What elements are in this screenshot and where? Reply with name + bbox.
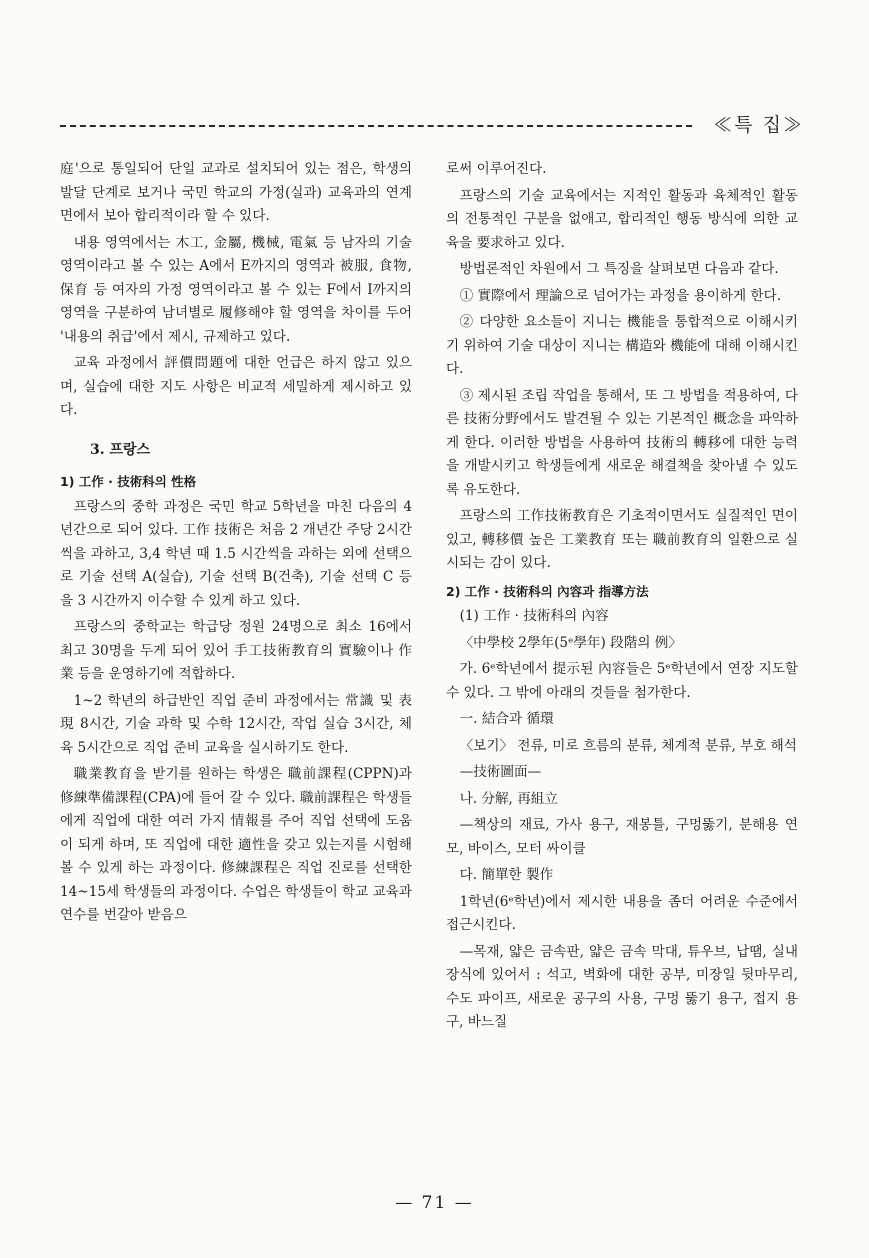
paragraph: —技術圖面— bbox=[459, 764, 542, 780]
paragraph: 職業教育을 받기를 원하는 학생은 職前課程(CPPN)과 修練準備課程(CPA)에 들어 갈 수 있다. 職前課程은 학생들에게 직업에 대한 여러 가지 情報를 주어 직업 선택에 도움이 되게 하며, 또 직업에 대한 適性을 갖고 있는지를 시험해 볼 수 있게 하는 과정이다. 修練課程은 직업 진로를 선택한 14~15세 학생들의 과정이다. 수업은 학생들이 학교 교육과 연수를 번갈아 받음으 bbox=[60, 766, 412, 923]
header-section-tag: ≪특 집≫ bbox=[713, 114, 804, 136]
paragraph: 나. 分解, 再組立 bbox=[459, 790, 558, 807]
right-column bbox=[446, 158, 798, 1038]
list-item: ② 다양한 요소들이 지니는 機能을 통합적으로 이해시키기 위하여 기술 대상이 지니는 構造와 機能에 대해 이해시킨다. bbox=[446, 314, 798, 377]
paragraph: (1) 工作 · 技術科의 內容 bbox=[459, 608, 609, 624]
paragraph: 〈中學校 2學年(5ᵉ學年) 段階의 例〉 bbox=[459, 634, 682, 651]
page-number: — 71 — bbox=[395, 1193, 474, 1213]
subsection-heading: 1) 工作 · 技術科의 性格 bbox=[60, 474, 197, 489]
list-item: ① 實際에서 理論으로 넘어가는 과정을 용이하게 한다. bbox=[459, 287, 782, 304]
paragraph: 庭'으로 통일되어 단일 교과로 설치되어 있는 점은, 학생의 발달 단계로 보거나 국민 학교의 가정(실과) 교육과의 연계면에서 보아 합리적이라 할 수 있다. bbox=[60, 161, 412, 224]
paragraph: 로써 이루어진다. bbox=[446, 161, 547, 177]
section-heading: 3. 프랑스 bbox=[90, 441, 151, 458]
paragraph: 프랑스의 기술 교육에서는 지적인 활동과 육체적인 활동의 전통적인 구분을 없애고, 합리적인 행동 방식에 의한 교육을 要求하고 있다. bbox=[446, 187, 798, 251]
paragraph: 방법론적인 차원에서 그 특징을 살펴보면 다음과 같다. bbox=[459, 261, 779, 277]
paragraph: —책상의 재료, 가사 용구, 재봉틀, 구멍뚫기, 분해용 연모, 바이스, 모터 싸이클 bbox=[446, 817, 798, 857]
header-dashed-rule bbox=[60, 125, 692, 127]
subsection-heading: 2) 工作 · 技術科의 內容과 指導方法 bbox=[446, 583, 649, 599]
paragraph: 다. 簡單한 製作 bbox=[459, 867, 554, 883]
left-column bbox=[60, 158, 412, 931]
paragraph: 교육 과정에서 評價問題에 대한 언급은 하지 않고 있으며, 실습에 대한 지도 사항은 비교적 세밀하게 제시하고 있다. bbox=[60, 355, 412, 418]
paragraph: 〈보기〉 전류, 미로 흐름의 분류, 체계적 분류, 부호 해석 bbox=[459, 737, 797, 754]
list-item: ③ 제시된 조립 작업을 통해서, 또 그 방법을 적용하여, 다른 技術分野에서도 발견될 수 있는 기본적인 概念을 파악하게 한다. 이러한 방법을 사용하여 技術의 轉移에 대한 능력을 개발시키고 학생들에게 새로운 해결책을 찾아낼 수 있도록 유도한다. bbox=[446, 387, 798, 498]
paragraph: 1학년(6ᵉ학년)에서 제시한 내용을 좀더 어려운 수준에서 접근시킨다. bbox=[446, 893, 798, 933]
paragraph: 一. 結合과 循環 bbox=[459, 711, 554, 727]
paragraph: 1~2 학년의 하급반인 직업 준비 과정에서는 常識 및 表現 8시간, 기술 과학 및 수학 12시간, 작업 실습 3시간, 체육 5시간으로 직업 준비 교육을 실시하기도 한다. bbox=[60, 692, 412, 756]
paragraph: 내용 영역에서는 木工, 金屬, 機械, 電氣 등 남자의 기술 영역이라고 볼 수 있는 A에서 E까지의 영역과 被服, 食物, 保育 등 여자의 가정 영역이라고 볼 수 있는 F에서 I까지의 영역을 구분하여 남녀별로 履修해야 할 영역을 차이를 두어 '내용의 취급'에서 제시, 규제하고 있다. bbox=[60, 234, 412, 345]
page-header bbox=[60, 108, 804, 138]
paragraph: 프랑스의 工作技術教育은 기초적이면서도 실질적인 면이 있고, 轉移價 높은 工業教育 또는 職前教育의 일환으로 실시되는 감이 있다. bbox=[446, 508, 798, 571]
paragraph: 프랑스의 중학 과정은 국민 학교 5학년을 마친 다음의 4년간으로 되어 있다. 工作 技術은 처음 2 개년간 주당 2시간씩을 과하고, 3,4 학년 때 1.5 시간씩을 과하는 외에 선택으로 기술 선택 A(실습), 기술 선택 B(건축), 기술 선택 C 등을 3 시간까지 이수할 수 있게 하고 있다. bbox=[60, 498, 412, 609]
paragraph: 프랑스의 중학교는 학급당 정원 24명으로 최소 16에서 최고 30명을 두게 되어 있어 手工技術教育의 實驗이나 作業 등을 운영하기에 적합하다. bbox=[60, 619, 412, 682]
paragraph: 가. 6ᵉ학년에서 提示된 內容들은 5ᵉ학년에서 연장 지도할 수 있다. 그 밖에 아래의 것들을 첨가한다. bbox=[446, 661, 798, 701]
paragraph: —목재, 얇은 금속판, 얇은 금속 막대, 튜우브, 납땜, 실내 장식에 있어서 : 석고, 벽화에 대한 공부, 미장일 뒷마무리, 수도 파이프, 새로운 공구의 사용, 구멍 뚫기 용구, 접지 용구, 바느질 bbox=[446, 943, 798, 1030]
